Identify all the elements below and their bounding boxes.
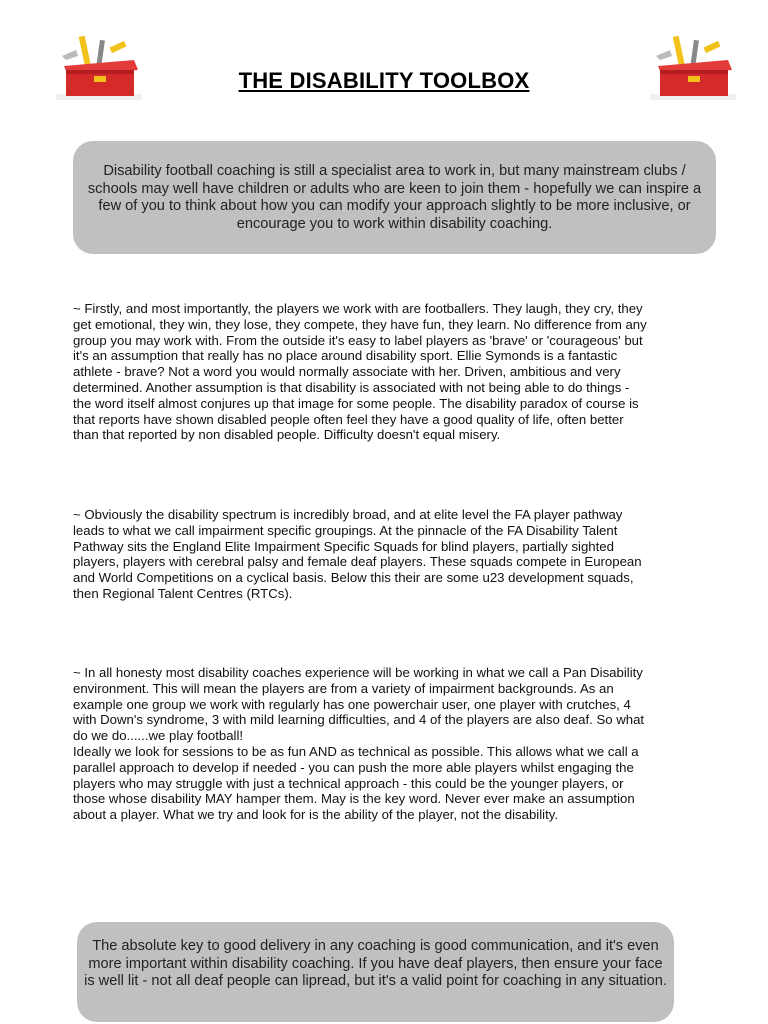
intro-box xyxy=(73,141,716,254)
intro-text: Disability football coaching is still a specialist area to work in, but many mainstream clubs / schools may well have children or adults who are keen to join them - hopefully we can inspire a few of you to think about how you can modify your approach slightly to be more inclusive, or encourage you to work within disability coaching. xyxy=(87,163,702,232)
closing-text: The absolute key to good delivery in any coaching is good communication, and it's even more important within disability coaching. If you have deaf players, then ensure your face is well lit - not all deaf people can lipread, but it's a valid point for coaching in any situation. xyxy=(84,938,667,989)
closing-box xyxy=(77,922,674,1022)
page-title: THE DISABILITY TOOLBOX xyxy=(238,68,530,93)
paragraph-footballers: ~ Firstly, and most importantly, the players we work with are footballers. They laugh, they cry, they get emotional, they win, they lose, they compete, they have fun, they learn. No difference from any group you may work with. From the outside it's easy to label players as 'brave' or 'courageous' but it's an assumption that really has no place around disability sport. Ellie Symonds is a fantastic athlete - brave? Not a word you would normally associate with her. Driven, ambitious and very determined. Another assumption is that disability is associated with not being able to do things - the word itself almost conjures up that image for some people. The disability paradox of course is that reports have shown disabled people often feel they have a good quality of life, often better than that reported by non disabled people. Difficulty doesn't equal misery. xyxy=(73,301,647,443)
paragraph-spectrum: ~ Obviously the disability spectrum is incredibly broad, and at elite level the FA player pathway leads to what we call impairment specific groupings. At the pinnacle of the FA Disability Talent Pathway sits the England Elite Impairment Specific Squads for blind players, partially sighted players, players with cerebral palsy and female deaf players. These squads compete in European and World Competitions on a cyclical basis. Below this their are some u23 development squads, then Regional Talent Centres (RTCs). xyxy=(73,507,642,601)
paragraph-pan-disability: ~ In all honesty most disability coaches experience will be working in what we call a Pan Disability environment. This will mean the players are from a variety of impairment backgrounds. As an example one group we work with regularly has one powerchair user, one player with crutches, 4 with Down's syndrome, 3 with mild learning difficulties, and 4 of the players are also deaf. So what do we do......we play football! Ideally we look for sessions to be as fun AND as technical as possible. This allows what we call a parallel approach to develop if needed - you can push the more able players whilst engaging the players who may struggle with just a technical approach - this could be the younger players, or those whose disability MAY hamper them. May is the key word. Never ever make an assumption about a player. What we try and look for is the ability of the player, not the disability. xyxy=(73,665,645,823)
